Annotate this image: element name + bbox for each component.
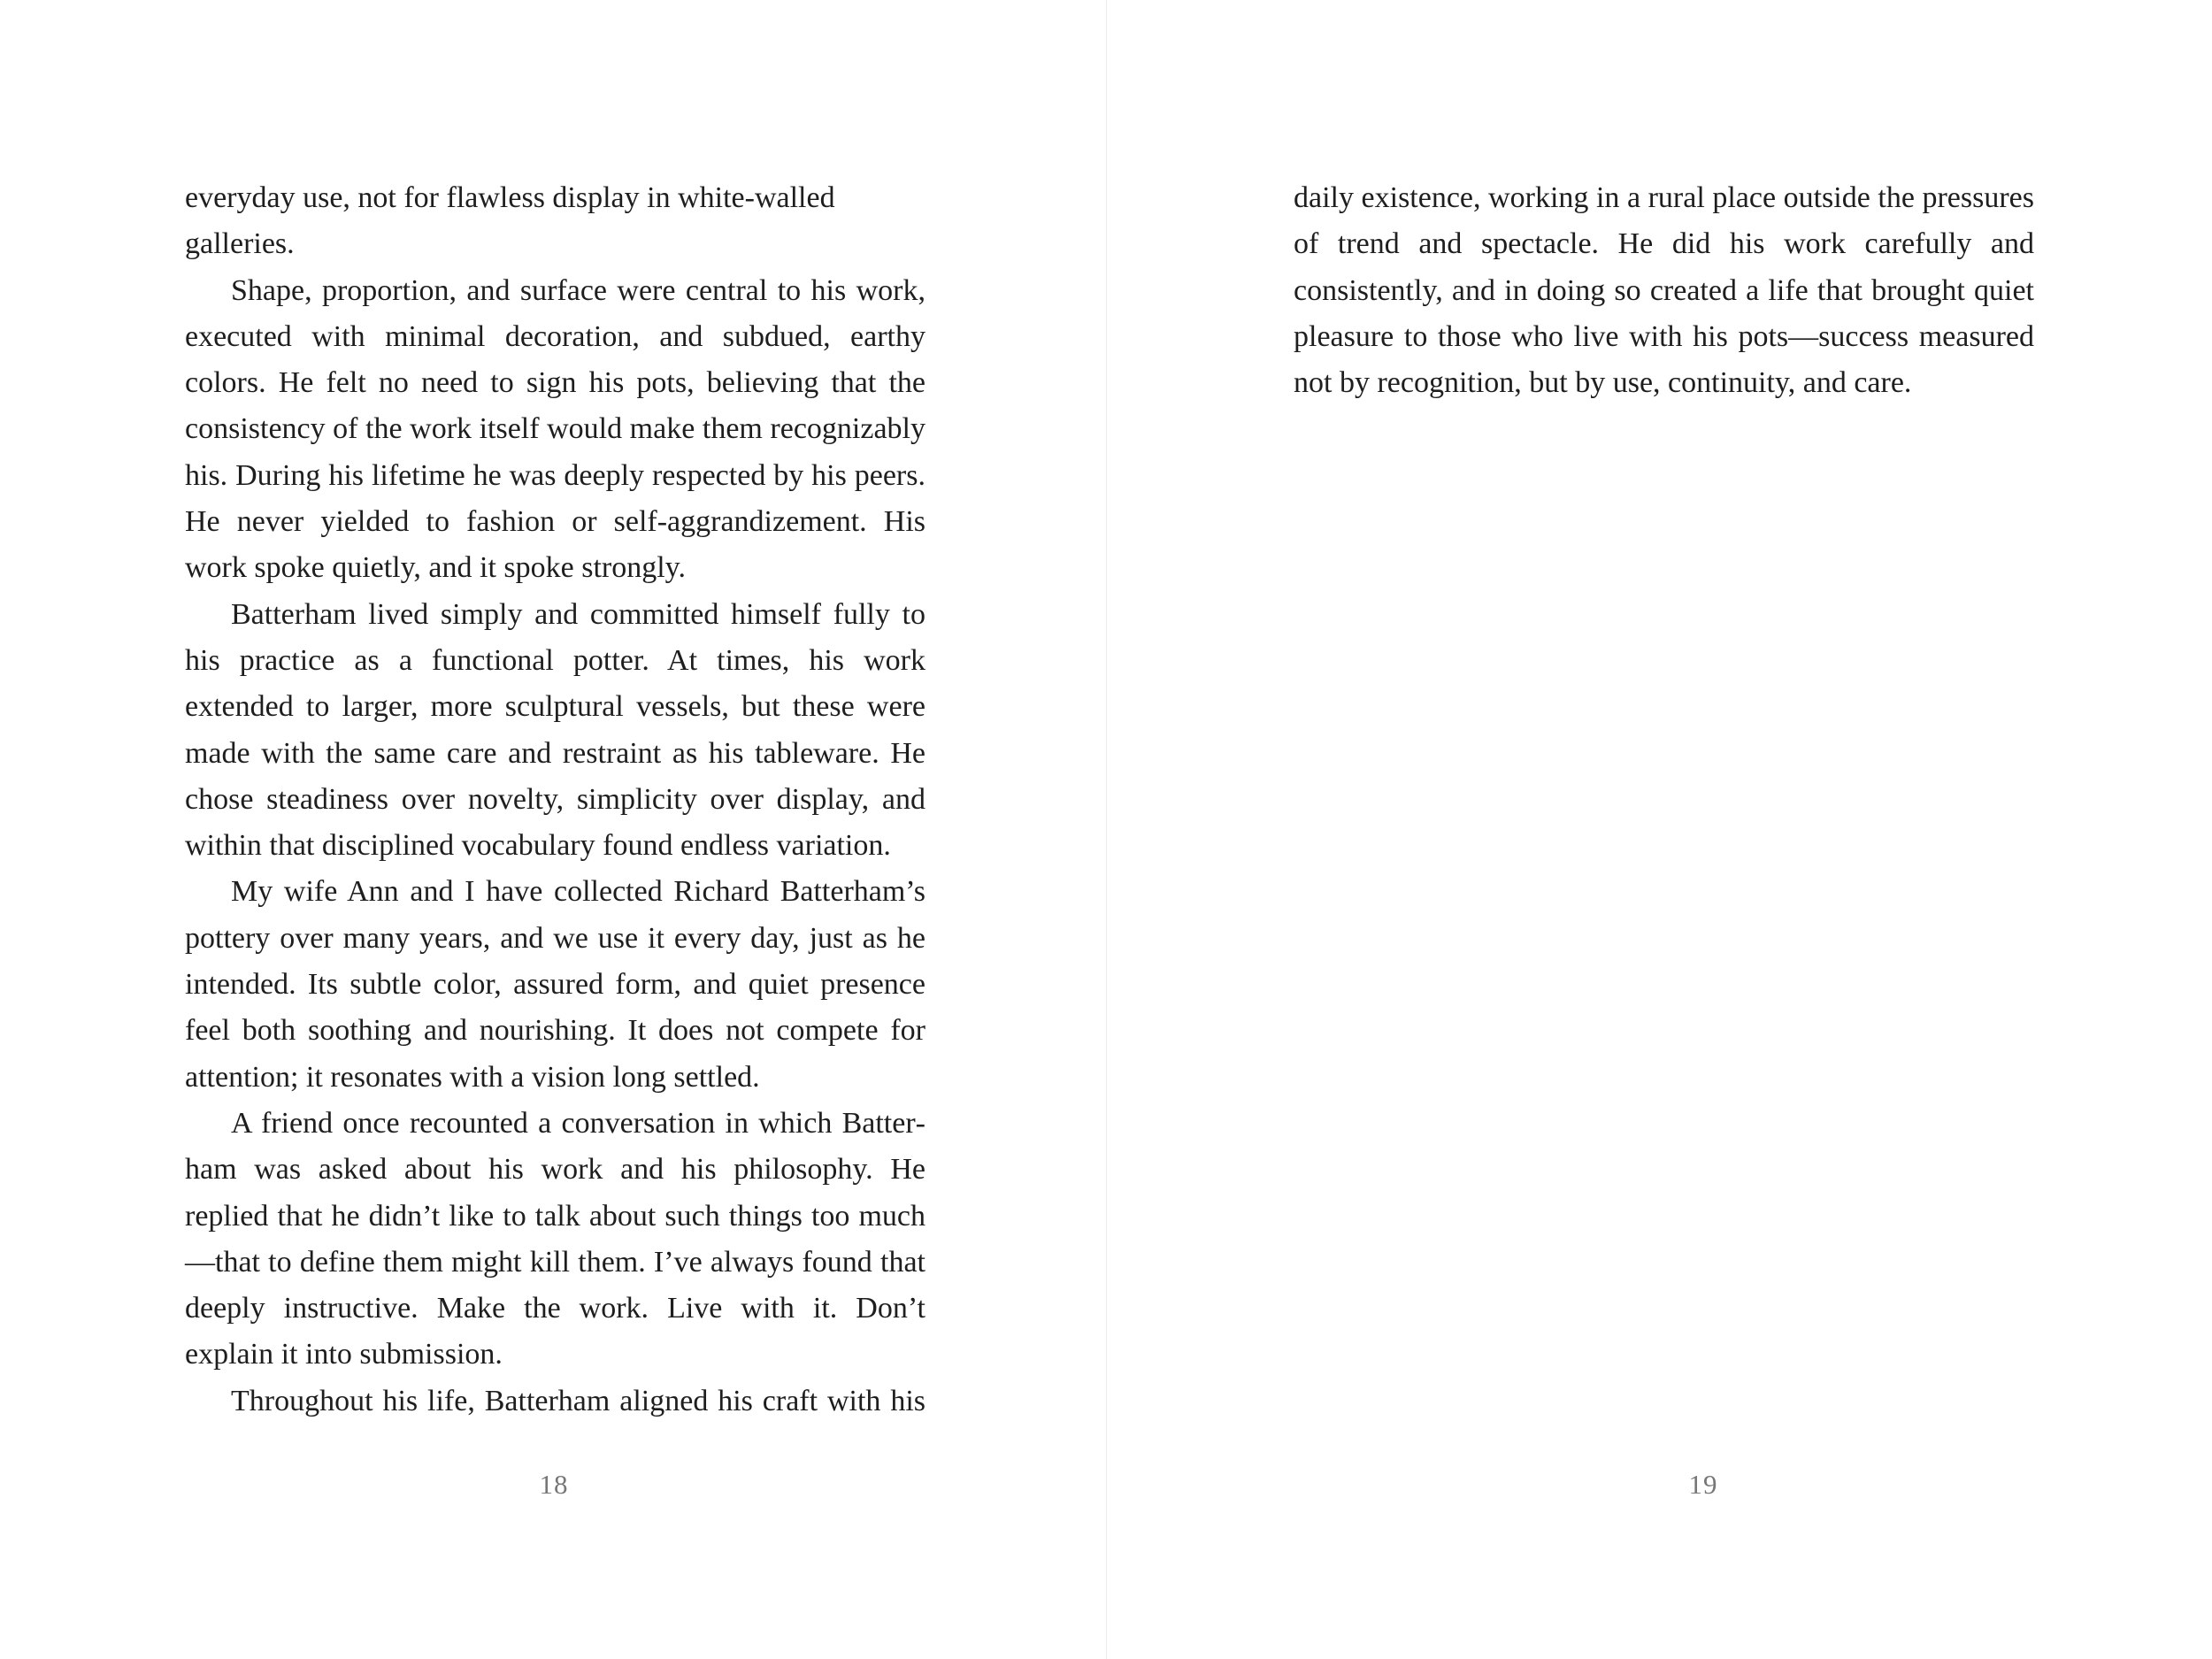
left-page-body — [185, 175, 926, 1425]
paragraph: My wife Ann and I have collected Richard Batterham’s pottery over many years, and we use it every day, just as he intended. Its subtle color, assured form, and quiet presence feel both soothing and nourishing. It does not compete for attention; it resonates with a vision long settled. — [185, 875, 926, 1094]
paragraph-continued: everyday use, not for flawless display in white-walled galleries. — [185, 181, 835, 261]
page-number: 19 — [1688, 1469, 1718, 1500]
page-number: 18 — [539, 1469, 569, 1500]
paragraph: Batterham lived simply and committed himself fully to his practice as a functional potter. At times, his work extended to larger, more sculptural vessels, but these were made with the same care and restraint as his tableware. He chose steadiness over novelty, simplicity over display, and within that disciplined vocabulary found endless variation. — [185, 597, 926, 863]
paragraph: Shape, proportion, and surface were central to his work, executed with minimal decoration, and subdued, earthy colors. He felt no need to sign his pots, believing that the consistency of the work itself would make them recognizably his. During his lifetime he was deeply respected by his peers. He never yielded to fashion or self-aggrandizement. His work spoke quietly, and it spoke strongly. — [185, 273, 926, 585]
paragraph: A friend once recounted a conversation in which Batterham was asked about his work and his philosophy. He replied that he didn’t like to talk about such things too much—that to define them might kill them. I’ve always found that deeply instructive. Make the work. Live with it. Don’t explain it into submission. — [185, 1106, 926, 1371]
paragraph-continued: daily existence, working in a rural place outside the pressures of trend and spectacle. He did his work carefully and consistently, and in doing so created a life that brought quiet pleasure to those who live with his pots—success measured not by recognition, but by use, continuity, and care. — [1294, 181, 2034, 400]
right-page — [1107, 0, 2212, 1659]
paragraph: Throughout his life, Batterham aligned his craft with his — [231, 1384, 926, 1417]
right-page-body — [1294, 175, 2034, 406]
